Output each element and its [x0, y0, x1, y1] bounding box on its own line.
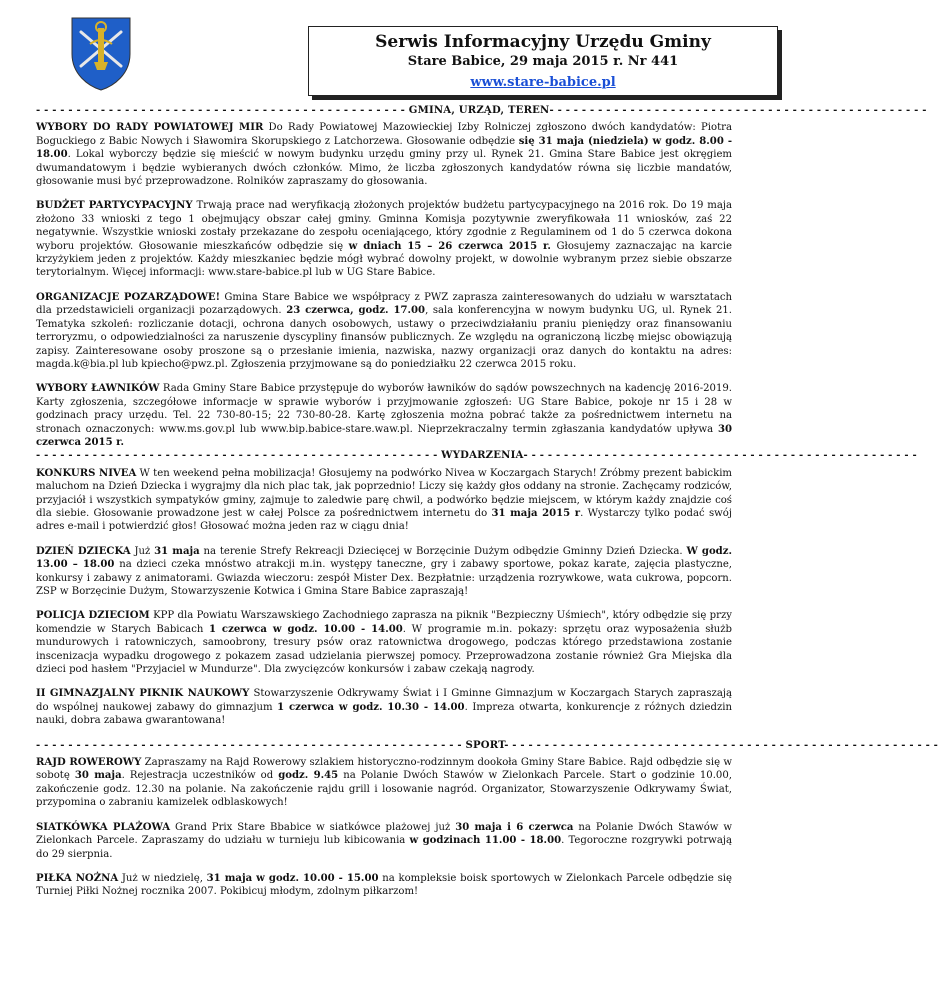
article-text: na dzieci czeka mnóstwo atrakcji m.in. występy taneczne, gry i zabawy sportowe, pokaz karate, zajęcia plastyczne, konkursy i zabawy z animatorami. Gwiazda wieczoru: zespół Mister Dex. Bezpłatnie: urządzenia rozrywkowe, wata cukrowa, popcorn. ZSP w Borzęcinie Dużym, Stowarzyszenie Kotwica i Gmina Stare Babice zapraszają! — [36, 559, 732, 597]
article-heading: POLICJA DZIECIOM — [36, 610, 150, 622]
article-text: KPP dla Powiatu Warszawskiego Zachodniego zaprasza na piknik "Bezpieczny Uśmiech", który odbędzie się przy komendzie w Starych Babicach — [36, 610, 732, 635]
article-text: Trwają prace nad weryfikacją złożonych projektów budżetu partycypacyjnego na 2016 rok. Do 19 maja złożono 33 wnioski z tego 1 obejmujący obszar całej gminy. Gminna Komisja pozytywnie zweryfikowała 11 wniosków, zaś 22 negatywnie. Wszystkie wnioski zostały przekazane do zespołu oceniającego, który zgodnie z Regulaminem od 1 do 5 czerwca dokona wyboru projektów. Głosowanie mieszkańców odbędzie się — [36, 200, 732, 252]
article-heading: KONKURS NIVEA — [36, 467, 137, 479]
article-text: Już — [130, 545, 155, 557]
article-text: na Polanie Dwóch Stawów w Zielonkach Parcele. Start o godzinie 10.00, zakończenie godz. 12.30 na polanie. Na zakończenie rajdu grill i losowanie nagród. Organizator, Stowarzyszenie Odkrywamy Świat, przypomina o zabraniu kamizelek odblaskowych! — [36, 770, 732, 809]
article-text: . Rejestracja uczestników od — [121, 770, 279, 782]
article-highlight: się 31 maja (niedziela) w godz. 8.00 - 18.00 — [36, 135, 733, 161]
article-text: . W programie m.in. pokazy: sprzętu oraz wyposażenia służb mundurowych i ratowniczych, samoobrony, tresury psów oraz ratownictwa drogowego, podczas którego przedstawiona zostanie inscenizacja wypadku drogowego z pokazem zasad udzielania pierwszej pomocy. Przeprowadzona zostanie również Gra Miejska dla dzieci pod hasłem "Przyjaciel w Mundurze". Dla zwycięzców konkursów i zabaw czekają nagrody. — [36, 623, 732, 676]
article-text: W ten weekend pełna mobilizacja! Głosujemy na podwórko Nivea w Koczargach Starych! Zróbmy prezent babickim maluchom na Dzień Dziecka i wygrajmy dla nich plac tak, jak poprzednio! Liczy się każdy głos oddany na stronie. Zachęcamy rodziców, przyjaciół i wszystkich sympatyków gminy, zajmuje to zaledwie parę chwil, a podwórko będzie miejscem, w którym każdy znajdzie coś dla siebie. Głosowanie prowadzone jest w całej Polsce za pośrednictwem internetu do — [36, 467, 732, 519]
article-highlight: 1 czerwca w godz. 10.00 - 14.00 — [208, 623, 403, 635]
article-highlight: godz. 9.45 — [278, 770, 339, 782]
article-text: Do Rady Powiatowej Mazowieckiej Izby Rolniczej zgłoszono dwóch kandydatów: Piotra Boguckiego z Babic Nowych i Sławomira Skorupskiego z Latchorzewa. Głosowanie odbędzie — [36, 122, 732, 147]
article-organizacje — [36, 291, 732, 371]
article-highlight: w godzinach 11.00 - 18.00 — [409, 835, 562, 847]
article-highlight: 31 maja 2015 r — [491, 507, 581, 519]
article-pilka — [36, 872, 732, 899]
article-heading: DZIEŃ DZIECKA — [36, 545, 131, 557]
article-highlight: 30 maja i 6 czerwca — [455, 821, 574, 833]
section-separator-wydarzenia: - - - - - - - - - - - - - - - - - - - - - - - - - - - - - - - - - - - - - - - - - - - - - - - - - - WYDARZENIA- - - - - - - - - - - - - - - - - - - - - - - - - - - - - - - - - - - - - - - - - - - - - - - - - — [36, 450, 917, 462]
content — [36, 104, 938, 910]
article-highlight: 30 czerwca 2015 r. — [36, 423, 732, 448]
article-heading: RAJD ROWEROWY — [36, 757, 142, 769]
article-budzet — [36, 199, 732, 279]
article-highlight: 1 czerwca w godz. 10.30 - 14.00 — [277, 701, 465, 713]
article-rajd — [36, 756, 732, 810]
article-heading: PIŁKA NOŻNA — [36, 872, 119, 884]
article-heading: BUDŻET PARTYCYPACYJNY — [36, 200, 193, 212]
article-text: Już w niedzielę, — [118, 872, 207, 884]
article-text: Rada Gminy Stare Babice przystępuje do wyborów ławników do sądów powszechnych na kadencję 2016-2019. Karty zgłoszenia, szczegółowe informacje w sprawie wyborów i przyjmowanie zgłoszeń: UG Stare Babice, pokoje nr 15 i 28 w godzinach pracy urzędu. Tel. 22 730-80-15; 22 730-80-28. Kartę zgłoszenia można pobrać także za pośrednictwem internetu na stronach oznaczonych: www.ms.gov.pl lub www.bip.babice-stare.waw.pl. Nieprzekraczalny termin zgłaszania kandydatów upływa — [36, 383, 732, 435]
article-highlight: 30 maja — [74, 770, 122, 782]
article-text: Zapraszamy na Rajd Rowerowy szlakiem historyczno-rodzinnym dookoła Gminy Stare Babice. Rajd odbędzie się w sobotę — [36, 757, 732, 782]
title-box — [308, 26, 778, 96]
article-heading: WYBORY ŁAWNIKÓW — [36, 383, 160, 395]
article-text: na terenie Strefy Rekreacji Dziecięcej w Borzęcinie Dużym odbędzie Gminny Dzień Dziecka. — [199, 545, 687, 557]
article-highlight: W godz. 13.00 – 18.00 — [36, 545, 732, 571]
article-text: Głosujemy zaznaczając na karcie krzyżykiem jeden z projektów. Każdy mieszkaniec będzie mógł wybrać dowolny projekt, w dowolnie wybranym przez siebie obszarze terytorialnym. Więcej informacji: www.stare-babice.pl lub w UG Stare Babice. — [36, 240, 732, 279]
article-text: Gmina Stare Babice we współpracy z PWZ zaprasza zainteresowanych do udziału w warsztatach dla przedstawicieli organizacji pozarządowych. — [36, 291, 732, 317]
article-siatkowka — [36, 821, 732, 861]
section-separator-gmina: - - - - - - - - - - - - - - - - - - - - - - - - - - - - - - - - - - - - - - - - - - - - - - GMINA, URZĄD, TEREN- - - - - - - - - - - - - - - - - - - - - - - - - - - - - - - - - - - - - - - - - - - - - - - — [36, 105, 927, 116]
article-piknik — [36, 687, 732, 727]
website-link[interactable]: www.stare-babice.pl — [470, 75, 616, 90]
article-heading: WYBORY DO RADY POWIATOWEJ MIR — [36, 122, 264, 134]
article-text: . Lokal wyborczy będzie się mieścić w nowym budynku urzędu gminy przy ul. Rynek 21. Gmina Stare Babice jest okręgiem dwumandatowym i będzie wybieranych dwóch członków. Mimo, że liczba zgłoszonych kandydatów równa się liczbie mandatów, głosowanie musi być przeprowadzone. Rolników zapraszamy do głosowania. — [36, 149, 732, 188]
article-nivea — [36, 467, 732, 534]
article-policja — [36, 609, 732, 676]
article-text: na kompleksie boisk sportowych w Zielonkach Parcele odbędzie się Turniej Piłki Nożnej rocznika 2007. Pokibicuj młodym, zdolnym piłkarzom! — [36, 872, 732, 898]
article-heading: SIATKÓWKA PLAŻOWA — [36, 821, 171, 833]
section-separator-sport: - - - - - - - - - - - - - - - - - - - - - - - - - - - - - - - - - - - - - - - - - - - - - - - - - - - - - SPORT- - - - - - - - - - - - - - - - - - - - - - - - - - - - - - - - - - - - - - - - - - - - - - - - - - - - - - — [36, 739, 938, 751]
article-dzien-dziecka — [36, 545, 732, 599]
issue-subtitle: Stare Babice, 29 maja 2015 r. Nr 441 — [407, 54, 679, 69]
article-text: na Polanie Dwóch Stawów w Zielonkach Parcele. Zapraszamy do udziału w turnieju lub kibicowania — [36, 821, 732, 847]
article-text: . Wystarczy tylko podać swój adres e-mail i potwierdzić głos! Głosować można jeden raz w ciągu dnia! — [36, 507, 732, 533]
coat-of-arms-icon — [68, 14, 134, 92]
article-highlight: 31 maja — [154, 545, 200, 557]
article-text: , sala konferencyjna w nowym budynku UG, ul. Rynek 21. Tematyka szkoleń: rozliczanie dotacji, ochrona danych osobowych, ustawy o przeciwdziałaniu praniu pieniędzy oraz finansowaniu terroryzmu, o odpowiedzialności za naruszenie dyscypliny finansów publicznych. Ze względu na ograniczoną liczbę miejsc obowiązują zapisy. Zainteresowane osoby proszone są o przesłanie imienia, nazwiska, nazwy organizacji oraz danych do kontaktu na adres: magda.k@bia.pl lub kpiecho@pwz.pl. Zgłoszenia przyjmowane są do poniedziałku 22 czerwca 2015 roku. — [36, 305, 733, 370]
header — [36, 0, 732, 96]
article-text: Stowarzyszenie Odkrywamy Świat i I Gminne Gimnazjum w Koczargach Starych zapraszają do wspólnej naukowej zabawy do gimnazjum — [36, 688, 732, 713]
article-text: . Impreza otwarta, konkurencje z różnych dziedzin nauki, dobra zabawa gwarantowana! — [36, 701, 733, 727]
article-heading: ORGANIZACJE POZARZĄDOWE! — [36, 291, 221, 303]
article-heading: II GIMNAZJALNY PIKNIK NAUKOWY — [36, 688, 250, 700]
page-title: Serwis Informacyjny Urzędu Gminy — [375, 32, 711, 52]
article-highlight: w dniach 15 – 26 czerwca 2015 r. — [348, 240, 551, 252]
article-text: . Tegoroczne rozgrywki potrwają do 29 sierpnia. — [36, 835, 732, 860]
article-lawnicy — [36, 382, 732, 449]
article-text: Grand Prix Stare Bbabice w siatkówce plażowej już — [170, 821, 456, 833]
article-wybory — [36, 121, 732, 188]
article-highlight: 31 maja w godz. 10.00 - 15.00 — [206, 872, 379, 884]
article-highlight: 23 czerwca, godz. 17.00 — [286, 305, 426, 317]
